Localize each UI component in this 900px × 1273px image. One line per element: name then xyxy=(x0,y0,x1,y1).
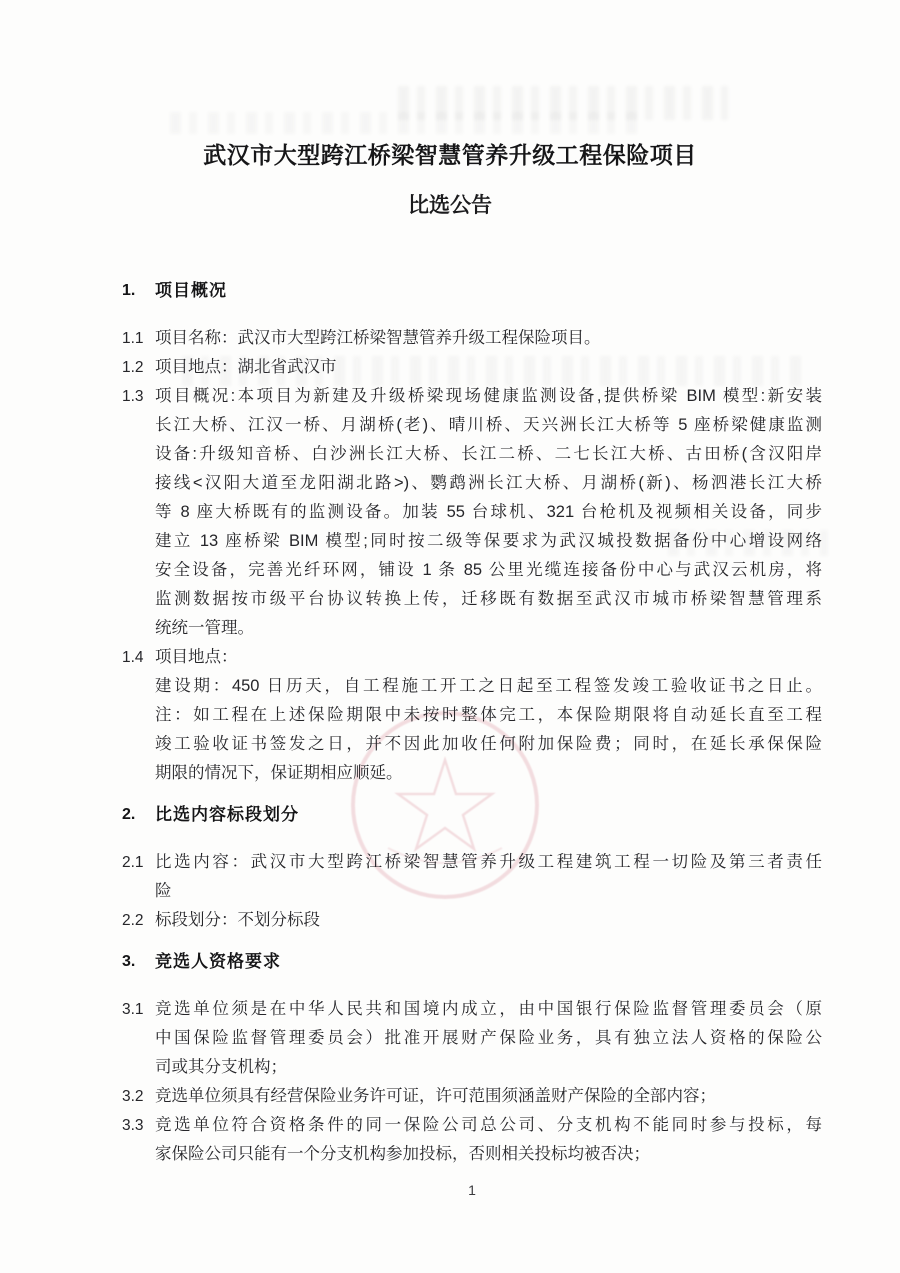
list-item-continuation xyxy=(122,440,822,469)
section-title: 竞选人资格要求 xyxy=(155,952,281,971)
document-title: 武汉市大型跨江桥梁智慧管养升级工程保险项目 xyxy=(203,142,697,168)
document-body xyxy=(122,276,822,1205)
item-text: 司或其分支机构； xyxy=(155,1058,287,1076)
indent-spacer xyxy=(122,1053,155,1082)
list-item-continuation xyxy=(122,585,822,614)
item-text: 竞选单位须是在中华人民共和国境内成立，由中国银行保险监督管理委员会（原 xyxy=(155,1000,822,1018)
item-text: 竞选单位符合资格条件的同一保险公司总公司、分支机构不能同时参与投标，每 xyxy=(155,1116,822,1134)
item-text: 竞选单位须具有经营保险业务许可证，许可范围须涵盖财产保险的全部内容； xyxy=(155,1087,716,1105)
section-heading-2 xyxy=(122,800,822,829)
item-number: 1.4 xyxy=(122,649,144,666)
indent-spacer xyxy=(122,877,155,906)
list-item xyxy=(122,643,822,672)
item-text: 建立 13 座桥梁 BIM 模型;同时按二级等保要求为武汉城投数据备份中心增设网络 xyxy=(155,532,822,550)
item-text: 项目地点：湖北省武汉市 xyxy=(155,358,337,376)
item-text: 期限的情况下，保证期相应顺延。 xyxy=(155,764,403,782)
section-number: 2. xyxy=(122,806,136,823)
list-item xyxy=(122,1111,822,1140)
section-number: 1. xyxy=(122,282,136,299)
item-number: 3.3 xyxy=(122,1117,144,1134)
list-item-continuation xyxy=(122,411,822,440)
indent-spacer xyxy=(122,1024,155,1053)
list-item xyxy=(122,906,822,935)
list-item-continuation xyxy=(122,614,822,643)
item-text: 等 8 座大桥既有的监测设备。加装 55 台球机、321 台枪机及视频相关设备，同步 xyxy=(155,503,822,521)
list-item-continuation xyxy=(122,877,822,906)
section-number: 3. xyxy=(122,953,136,970)
indent-spacer xyxy=(122,1140,155,1169)
page-number: 1 xyxy=(468,1182,476,1198)
list-item-continuation xyxy=(122,527,822,556)
item-text: 项目名称：武汉市大型跨江桥梁智慧管养升级工程保险项目。 xyxy=(155,329,601,347)
item-text: 长江大桥、江汉一桥、月湖桥(老)、晴川桥、天兴洲长江大桥等 5 座桥梁健康监测 xyxy=(155,416,822,434)
list-item-continuation xyxy=(122,469,822,498)
item-text: 统统一管理。 xyxy=(155,619,254,637)
item-number: 2.1 xyxy=(122,854,144,871)
list-item-continuation xyxy=(122,556,822,585)
indent-spacer xyxy=(122,701,155,730)
indent-spacer xyxy=(122,585,155,614)
item-text: 比选内容：武汉市大型跨江桥梁智慧管养升级工程建筑工程一切险及第三者责任 xyxy=(155,853,822,871)
item-number: 1.3 xyxy=(122,388,144,405)
section-title: 比选内容标段划分 xyxy=(155,805,299,824)
list-item-continuation xyxy=(122,701,822,730)
list-item-continuation xyxy=(122,730,822,759)
indent-spacer xyxy=(122,411,155,440)
list-item xyxy=(122,382,822,411)
item-number: 3.1 xyxy=(122,1001,144,1018)
list-item xyxy=(122,848,822,877)
indent-spacer xyxy=(122,527,155,556)
item-text: 注：如工程在上述保险期限中未按时整体完工，本保险期限将自动延长直至工程 xyxy=(155,706,822,724)
item-text: 监测数据按市级平台协议转换上传，迁移既有数据至武汉市城市桥梁智慧管理系 xyxy=(155,590,822,608)
item-text: 设备:升级知音桥、白沙洲长江大桥、长江二桥、二七长江大桥、古田桥(含汉阳岸 xyxy=(155,445,822,463)
item-text: 中国保险监督管理委员会）批准开展财产保险业务，具有独立法人资格的保险公 xyxy=(155,1029,822,1047)
item-number: 2.2 xyxy=(122,912,144,929)
item-text: 建设期：450 日历天，自工程施工开工之日起至工程签发竣工验收证书之日止。 xyxy=(155,677,822,695)
section-heading-3 xyxy=(122,947,822,976)
item-text: 竣工验收证书签发之日，并不因此加收任何附加保险费；同时，在延长承保保险 xyxy=(155,735,822,753)
item-text: 险 xyxy=(155,882,172,900)
list-item-continuation xyxy=(122,672,822,701)
item-text: 家保险公司只能有一个分支机构参加投标，否则相关投标均被否决； xyxy=(155,1145,650,1163)
item-text: 安全设备，完善光纤环网，铺设 1 条 85 公里光缆连接备份中心与武汉云机房，将 xyxy=(155,561,822,579)
list-item-continuation xyxy=(122,1024,822,1053)
indent-spacer xyxy=(122,672,155,701)
section-heading-1 xyxy=(122,276,822,305)
indent-spacer xyxy=(122,498,155,527)
item-number: 1.2 xyxy=(122,359,144,376)
list-item-continuation xyxy=(122,1140,822,1169)
item-text: 标段划分：不划分标段 xyxy=(155,911,320,929)
indent-spacer xyxy=(122,440,155,469)
list-item-continuation xyxy=(122,498,822,527)
section-title: 项目概况 xyxy=(155,281,227,300)
indent-spacer xyxy=(122,614,155,643)
item-text: 项目概况:本项目为新建及升级桥梁现场健康监测设备,提供桥梁 BIM 模型:新安装 xyxy=(155,387,822,405)
item-number: 1.1 xyxy=(122,330,144,347)
list-item xyxy=(122,1082,822,1111)
indent-spacer xyxy=(122,469,155,498)
list-item-continuation xyxy=(122,1053,822,1082)
indent-spacer xyxy=(122,730,155,759)
document-subtitle: 比选公告 xyxy=(408,194,492,217)
list-item-continuation xyxy=(122,759,822,788)
item-number: 3.2 xyxy=(122,1088,144,1105)
item-text: 项目地点： xyxy=(155,648,238,666)
indent-spacer xyxy=(122,759,155,788)
list-item xyxy=(122,324,822,353)
indent-spacer xyxy=(122,556,155,585)
list-item xyxy=(122,995,822,1024)
list-item xyxy=(122,353,822,382)
item-text: 接线<汉阳大道至龙阳湖北路>)、鹦鹉洲长江大桥、月湖桥(新)、杨泗港长江大桥 xyxy=(155,474,822,492)
